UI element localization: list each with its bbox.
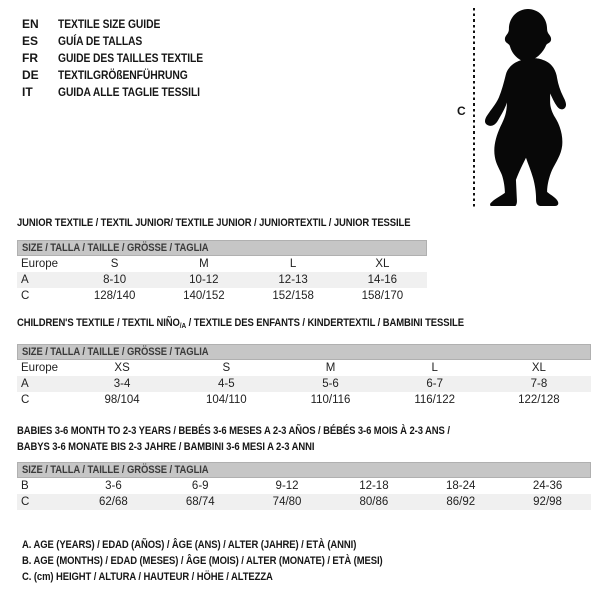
table-row <box>17 494 591 510</box>
table-row <box>17 256 427 272</box>
section-title-subscript: /A <box>179 321 187 330</box>
language-title: GUIDE DES TAILLES TEXTILE <box>58 51 204 65</box>
table-cell: 9-12 <box>275 480 299 492</box>
baby-silhouette <box>482 5 574 206</box>
footnote-line <box>22 569 441 585</box>
section-title-segment: BABIES 3-6 MONTH TO 2-3 YEARS / BEBÉS 3-6 MESES A 2-3 AÑOS / BÉBÉS 3-6 MOIS À 2-3 ANS / <box>17 425 450 437</box>
table-cell: 104/110 <box>205 394 247 406</box>
size-header-text: SIZE / TALLA / TAILLE / GRÖSSE / TAGLIA <box>22 346 209 358</box>
size-header-bar <box>17 240 427 256</box>
table-cell: 140/152 <box>183 290 225 302</box>
section-title-segment: JUNIOR TEXTILE / TEXTIL JUNIOR/ TEXTILE JUNIOR / JUNIORTEXTIL / JUNIOR TESSILE <box>17 217 411 229</box>
table-cell: S <box>222 362 231 374</box>
row-label: A <box>21 378 29 390</box>
section-title-text <box>17 315 464 334</box>
section-title-text <box>17 215 410 231</box>
table-cell: 92/98 <box>533 496 562 508</box>
table-cell: 14-16 <box>367 274 398 286</box>
footnote-text: C. (cm) HEIGHT / ALTURA / HAUTEUR / HÖHE / ALTEZZA <box>22 571 273 583</box>
table-cell: 8-10 <box>103 274 127 286</box>
section-title <box>17 315 537 334</box>
table-cell: 74/80 <box>272 496 302 508</box>
table-cell: 6-9 <box>191 480 209 492</box>
size-header-text: SIZE / TALLA / TAILLE / GRÖSSE / TAGLIA <box>22 464 209 476</box>
table-row <box>17 272 427 288</box>
table-cell: 152/158 <box>272 290 314 302</box>
language-code: FR <box>22 51 38 65</box>
language-code: EN <box>22 17 39 31</box>
section-title-text <box>17 423 450 455</box>
footnote-line <box>22 537 441 553</box>
row-label: C <box>21 496 30 508</box>
size-table <box>17 344 591 408</box>
table-cell: XL <box>375 258 390 270</box>
section-title-segment: CHILDREN'S TEXTILE / TEXTIL NIÑO <box>17 317 180 329</box>
language-title: TEXTILE SIZE GUIDE <box>58 17 161 31</box>
footnote-line <box>22 553 441 569</box>
table-cell: 80/86 <box>359 496 389 508</box>
table-row <box>17 478 591 494</box>
table-cell: 110/116 <box>310 394 351 406</box>
table-cell: 98/104 <box>104 394 140 406</box>
row-label: A <box>21 274 29 286</box>
language-row <box>22 16 227 33</box>
size-header-bar <box>17 344 591 360</box>
table-cell: 122/128 <box>518 394 560 406</box>
size-header-text: SIZE / TALLA / TAILLE / GRÖSSE / TAGLIA <box>22 242 209 254</box>
language-row <box>22 33 227 50</box>
language-title-list <box>22 16 227 101</box>
table-cell: 86/92 <box>446 496 476 508</box>
section-title-segment: BABYS 3-6 MONATE BIS 2-3 JAHRE / BAMBINI 3-6 MESI A 2-3 ANNI <box>17 441 315 453</box>
table-row <box>17 288 427 304</box>
table-cell: 12-18 <box>359 480 389 492</box>
table-cell: 10-12 <box>189 274 219 286</box>
table-cell: 18-24 <box>446 480 476 492</box>
height-measure-label: C <box>457 104 466 118</box>
table-cell: XL <box>531 362 546 374</box>
table-cell: 128/140 <box>93 290 136 302</box>
table-cell: 24-36 <box>532 480 563 492</box>
table-cell: S <box>110 258 119 270</box>
row-label: B <box>21 480 29 492</box>
table-cell: 4-5 <box>217 378 235 390</box>
table-cell: 3-6 <box>105 480 122 492</box>
footnote-text: A. AGE (YEARS) / EDAD (AÑOS) / ÂGE (ANS) / ALTER (JAHRE) / ETÀ (ANNI) <box>22 539 357 551</box>
language-code: IT <box>22 85 33 99</box>
table-cell: 62/68 <box>99 496 128 508</box>
language-row <box>22 67 227 84</box>
footnote-list <box>22 537 441 585</box>
language-code: DE <box>22 68 39 82</box>
height-measure-line <box>473 8 475 207</box>
table-cell: 6-7 <box>426 378 444 390</box>
table-row <box>17 360 591 376</box>
table-row <box>17 376 591 392</box>
section-title <box>17 215 475 231</box>
row-label: C <box>21 290 30 302</box>
table-cell: 7-8 <box>530 378 548 390</box>
language-code: ES <box>22 34 39 48</box>
table-cell: L <box>289 258 297 270</box>
row-label: C <box>21 394 30 406</box>
footnote-text: B. AGE (MONTHS) / EDAD (MESES) / ÂGE (MOIS) / ALTER (MONATE) / ETÀ (MESI) <box>22 555 383 567</box>
table-cell: 3-4 <box>113 378 131 390</box>
size-table <box>17 462 591 510</box>
table-cell: 158/170 <box>361 290 404 302</box>
table-cell: M <box>325 362 336 374</box>
table-cell: L <box>431 362 438 374</box>
table-cell: 5-6 <box>322 378 339 390</box>
table-cell: M <box>199 258 209 270</box>
language-row <box>22 84 227 101</box>
baby-silhouette-path <box>485 9 566 206</box>
size-header-bar <box>17 462 591 478</box>
language-title: GUÍA DE TALLAS <box>58 34 143 48</box>
row-label: Europe <box>21 258 59 270</box>
language-title: GUIDA ALLE TAGLIE TESSILI <box>58 85 200 99</box>
table-row <box>17 392 591 408</box>
section-title <box>17 423 520 455</box>
table-cell: 12-13 <box>278 274 308 286</box>
table-cell: 68/74 <box>185 496 215 508</box>
table-cell: 116/122 <box>414 394 456 406</box>
table-cell: XS <box>114 362 130 374</box>
row-label: Europe <box>21 362 59 374</box>
language-row <box>22 50 227 67</box>
section-title-segment: / TEXTILE DES ENFANTS / KINDERTEXTIL / BAMBINI TESSILE <box>186 317 464 329</box>
language-title: TEXTILGRÖßENFÜHRUNG <box>58 68 188 82</box>
size-table <box>17 240 427 304</box>
